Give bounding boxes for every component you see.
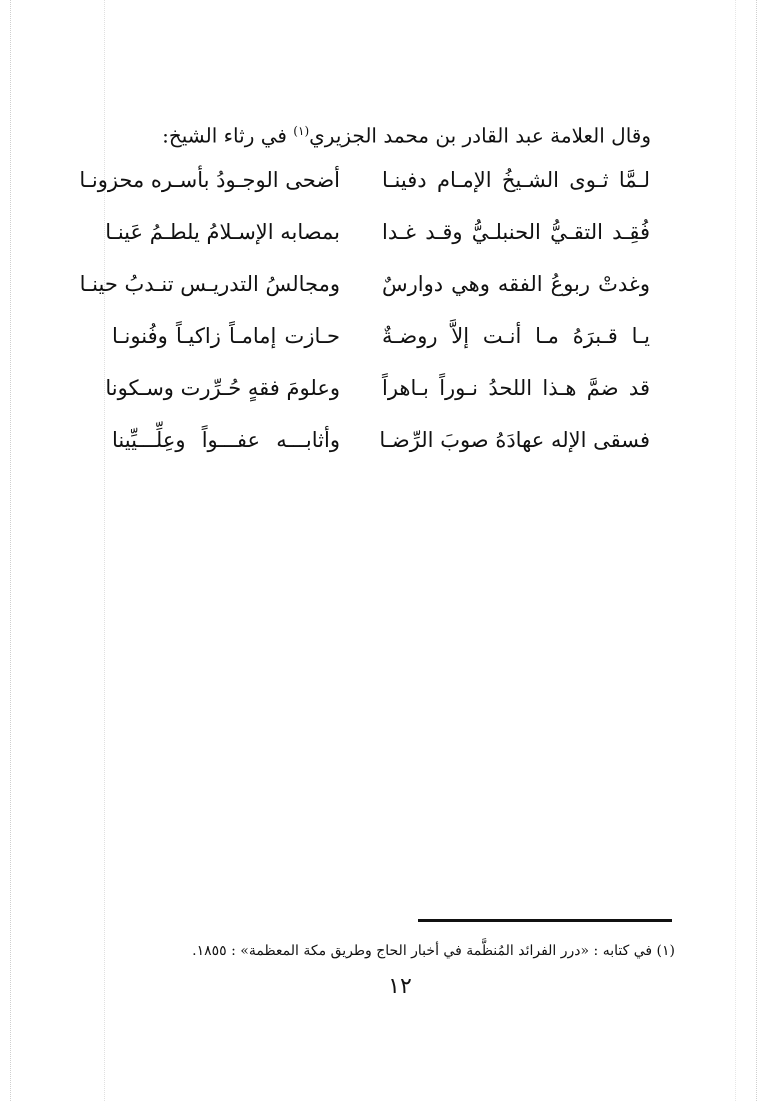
scan-margin-dots-left: [10, 0, 11, 1101]
verse-first-hemistich: وغدتْ ربوعُ الفقه وهي دوارسٌ: [382, 272, 650, 296]
verse-first-hemistich: قد ضمَّ هـذا اللحدُ نـوراً بـاهراً: [382, 376, 650, 400]
scan-margin-dots-inner-right: [735, 0, 736, 1101]
verse-second-hemistich: أضحى الوجـودُ بأسـره محزونـا: [79, 168, 340, 192]
page-number: ١٢: [388, 974, 412, 999]
verse-second-hemistich: وعلومَ فقهٍ حُـرِّرت وسـكونا: [105, 376, 340, 400]
verse-second-hemistich: وأثابـــه عفـــواً وعِلِّـــيِّينا: [112, 428, 340, 452]
intro-line: [91, 116, 651, 151]
footnote: (١) في كتابه : «درر الفرائد المُنظَّمة في أخبار الحاج وطريق مكة المعظمة» : ١٨٥٥.: [192, 943, 675, 959]
verse-first-hemistich: فُقِـد التقـيُّ الحنبلـيُّ وقـد غـدا: [382, 220, 650, 244]
verse-second-hemistich: حـازت إمامـاً زاكيـاً وفُنونـا: [112, 324, 340, 348]
verse-second-hemistich: بمصابه الإسـلامُ يلطـمُ عَينـا: [105, 220, 340, 244]
verse-line: [105, 368, 650, 420]
verse-first-hemistich: لـمَّا ثـوى الشـيخُ الإمـام دفينـا: [382, 168, 650, 192]
verse-second-hemistich: ومجالسُ التدريـس تنـدبُ حينـا: [79, 272, 340, 296]
intro-text-after: في رثاء الشيخ:: [162, 123, 294, 148]
verse-line: [112, 420, 650, 472]
intro-text: وقال العلامة عبد القادر بن محمد الجزيري: [309, 123, 651, 148]
footnote-separator: [418, 919, 672, 922]
scan-margin-dots-right: [756, 0, 757, 1101]
poem: [79, 160, 650, 472]
footnote-reference[interactable]: (١): [293, 124, 310, 138]
verse-first-hemistich: يـا قـبرَهُ مـا أنـت إلاَّ روضـةٌ: [382, 324, 650, 348]
verse-line: [79, 264, 650, 316]
verse-line: [112, 316, 650, 368]
verse-line: [79, 160, 650, 212]
verse-first-hemistich: فسقى الإله عهادَهُ صوبَ الرِّضـا: [379, 428, 650, 452]
verse-line: [105, 212, 650, 264]
